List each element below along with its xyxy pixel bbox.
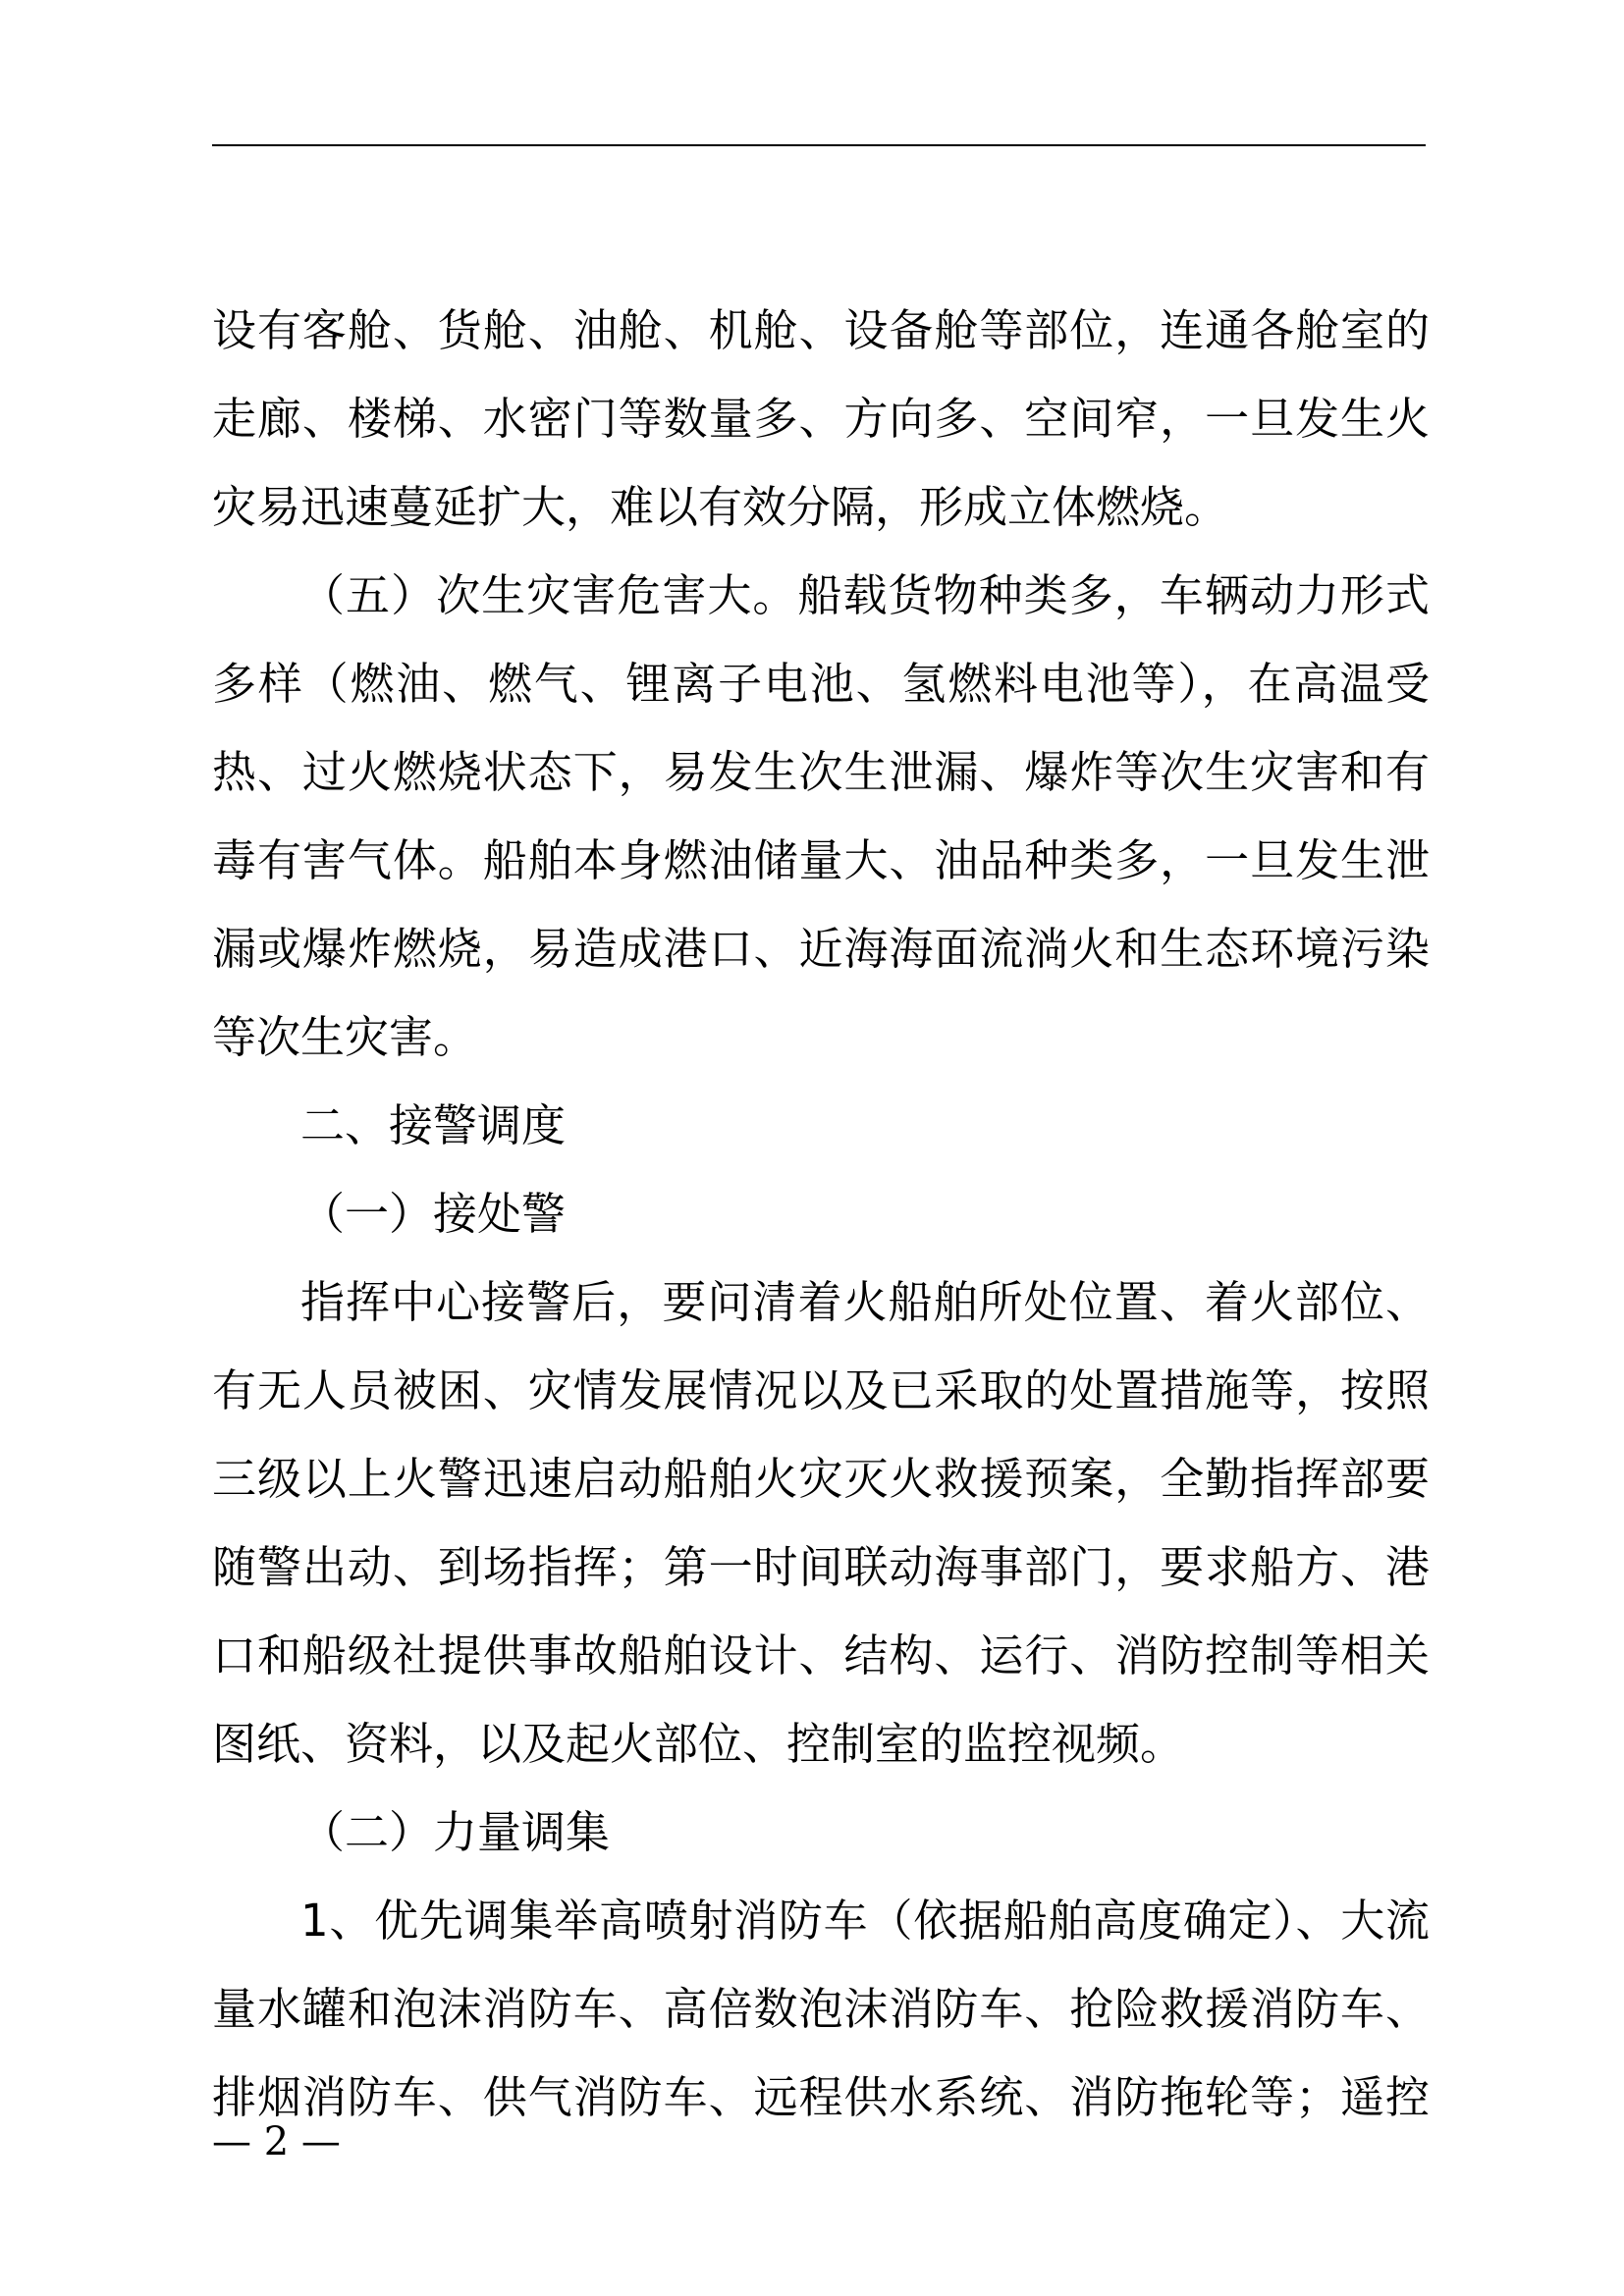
header-rule: [212, 144, 1426, 146]
body-text: [212, 287, 1430, 2142]
subsection-heading: （二）力量调集: [300, 1806, 611, 1858]
text-line: 设有客舱、货舱、油舱、机舱、设备舱等部位，连通各舱室的: [212, 304, 1430, 356]
subsection-heading: （一）接处警: [300, 1188, 567, 1240]
section-heading: 二、接警调度: [300, 1099, 567, 1151]
text-line: 排烟消防车、供气消防车、远程供水系统、消防拖轮等；遥控: [212, 2071, 1430, 2123]
text-line: 图纸、资料，以及起火部位、控制室的监控视频。: [212, 1718, 1185, 1770]
text-line: 等次生灾害。: [212, 1011, 478, 1063]
text-line: 灾易迅速蔓延扩大，难以有效分隔，形成立体燃烧。: [212, 481, 1229, 533]
text-line: 量水罐和泡沫消防车、高倍数泡沫消防车、抢险救援消防车、: [212, 1983, 1430, 2035]
text-line: 毒有害气体。船舶本身燃油储量大、油品种类多，一旦发生泄: [212, 834, 1430, 886]
text-line: 三级以上火警迅速启动船舶火灾灭火救援预案，全勤指挥部要: [212, 1453, 1430, 1505]
text-line: 指挥中心接警后，要问清着火船舶所处位置、着火部位、: [300, 1276, 1430, 1328]
text-line: 随警出动、到场指挥；第一时间联动海事部门，要求船方、港: [212, 1541, 1430, 1593]
text-line: （五）次生灾害危害大。船载货物种类多，车辆动力形式: [300, 569, 1430, 621]
text-line: 走廊、楼梯、水密门等数量多、方向多、空间窄，一旦发生火: [212, 393, 1430, 445]
page-number: — 2 —: [212, 2119, 341, 2164]
text-line: 口和船级社提供事故船舶设计、结构、运行、消防控制等相关: [212, 1629, 1430, 1682]
text-line: 热、过火燃烧状态下，易发生次生泄漏、爆炸等次生灾害和有: [212, 746, 1430, 798]
text-line: 漏或爆炸燃烧，易造成港口、近海海面流淌火和生态环境污染: [212, 923, 1430, 975]
text-line: 多样（燃油、燃气、锂离子电池、氢燃料电池等），在高温受: [212, 658, 1430, 710]
text-line: 1、优先调集举高喷射消防车（依据船舶高度确定）、大流: [300, 1895, 1430, 1947]
text-line: 有无人员被困、灾情发展情况以及已采取的处置措施等，按照: [212, 1364, 1430, 1416]
